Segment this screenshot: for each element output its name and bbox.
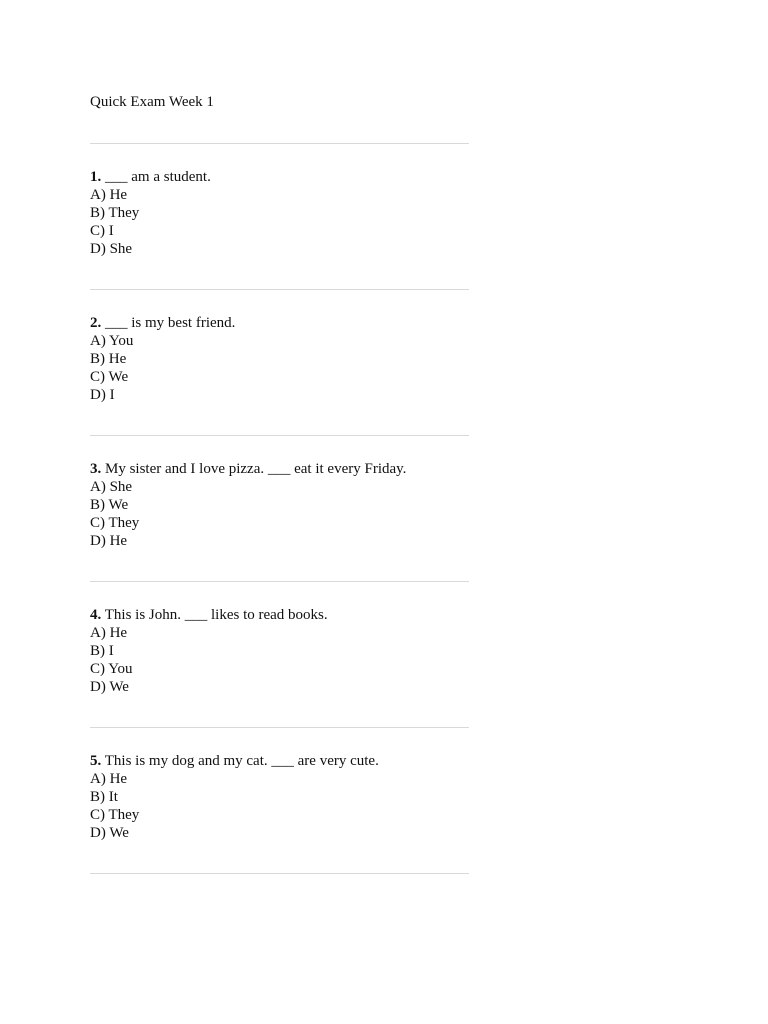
question-prompt [90, 314, 470, 332]
option-text: We [108, 369, 129, 385]
option-letter: D) [90, 825, 106, 841]
divider [90, 873, 469, 874]
option-letter: C) [90, 369, 105, 385]
option-text: He [108, 351, 127, 367]
option-b [90, 350, 470, 368]
option-letter: D) [90, 533, 106, 549]
option-letter: C) [90, 515, 105, 531]
option-letter: A) [90, 625, 106, 641]
option-b [90, 642, 470, 660]
option-letter: A) [90, 333, 106, 349]
option-text: We [109, 679, 129, 695]
question-prompt [90, 606, 470, 624]
question-text: My sister and I love pizza. ___ eat it every Friday. [105, 461, 407, 477]
question-text: This is my dog and my cat. ___ are very cute. [104, 753, 379, 769]
option-text: You [109, 333, 134, 349]
option-c [90, 806, 470, 824]
option-text: She [109, 241, 133, 257]
question-4 [90, 582, 470, 727]
option-text: It [108, 789, 118, 805]
option-b [90, 788, 470, 806]
option-text: She [109, 479, 133, 495]
option-d [90, 532, 470, 550]
option-text: They [108, 807, 140, 823]
option-text: They [108, 515, 140, 531]
option-letter: D) [90, 387, 106, 403]
question-1 [90, 144, 470, 289]
question-text: ___ am a student. [105, 169, 211, 185]
option-letter: B) [90, 205, 105, 221]
page-title: Quick Exam Week 1 [90, 94, 214, 110]
question-number: 1. [90, 169, 102, 185]
option-text: We [108, 497, 129, 513]
option-letter: D) [90, 679, 106, 695]
option-a [90, 770, 470, 788]
option-b [90, 204, 470, 222]
option-text: He [109, 771, 128, 787]
option-text: He [109, 625, 128, 641]
question-text: This is John. ___ likes to read books. [104, 607, 328, 623]
option-text: I [109, 387, 115, 403]
option-text: He [109, 533, 128, 549]
option-letter: B) [90, 789, 105, 805]
option-letter: A) [90, 187, 106, 203]
option-letter: B) [90, 497, 105, 513]
question-number: 2. [90, 315, 102, 331]
option-c [90, 660, 470, 678]
option-text: I [108, 643, 114, 659]
option-letter: C) [90, 223, 105, 239]
option-text: I [108, 223, 114, 239]
question-text: ___ is my best friend. [105, 315, 236, 331]
option-d [90, 386, 470, 404]
option-letter: A) [90, 771, 106, 787]
option-a [90, 332, 470, 350]
option-letter: B) [90, 351, 105, 367]
option-letter: C) [90, 807, 105, 823]
option-letter: D) [90, 241, 106, 257]
question-prompt [90, 168, 470, 186]
option-c [90, 368, 470, 386]
option-text: They [108, 205, 140, 221]
option-d [90, 240, 470, 258]
option-d [90, 678, 470, 696]
question-5 [90, 728, 470, 873]
question-3 [90, 436, 470, 581]
option-a [90, 186, 470, 204]
option-text: You [108, 661, 133, 677]
option-letter: C) [90, 661, 105, 677]
option-text: We [109, 825, 129, 841]
option-c [90, 222, 470, 240]
question-2 [90, 290, 470, 435]
option-b [90, 496, 470, 514]
option-c [90, 514, 470, 532]
option-d [90, 824, 470, 842]
option-text: He [109, 187, 128, 203]
option-a [90, 478, 470, 496]
question-prompt [90, 460, 470, 478]
question-number: 5. [90, 753, 102, 769]
option-letter: B) [90, 643, 105, 659]
question-prompt [90, 752, 470, 770]
question-number: 3. [90, 461, 102, 477]
question-number: 4. [90, 607, 102, 623]
exam-page [90, 92, 470, 874]
option-a [90, 624, 470, 642]
option-letter: A) [90, 479, 106, 495]
